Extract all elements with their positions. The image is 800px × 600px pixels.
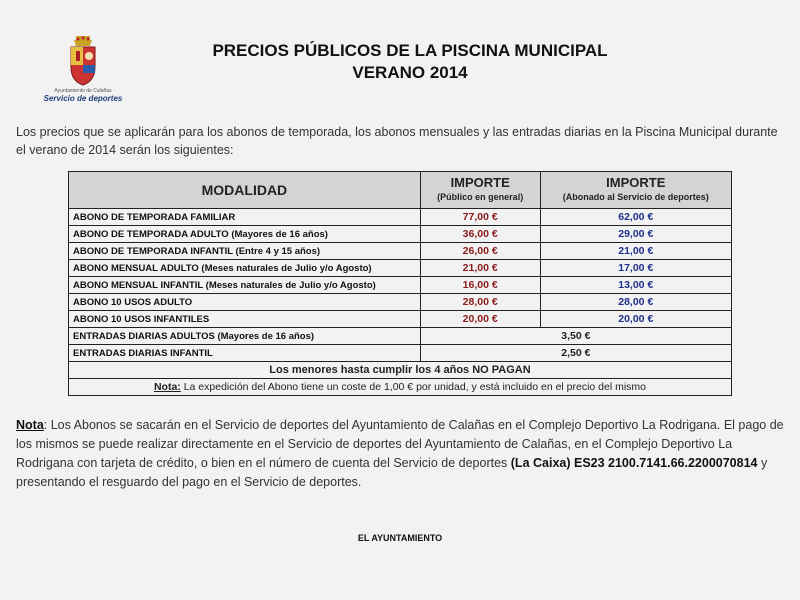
nota-text-2: y presentando el resguardo del pago en el Servicio de deportes. <box>16 456 768 489</box>
intro-paragraph: Los precios que se aplicarán para los abonos de temporada, los abonos mensuales y las entradas diarias en la Piscina Municipal durante el verano de 2014 serán los siguientes: <box>16 125 778 157</box>
footer-signature: EL AYUNTAMIENTO <box>357 533 443 543</box>
header-modalidad: MODALIDAD <box>69 172 421 209</box>
free-note: Los menores hasta cumplir los 4 años NO PAGAN <box>69 362 732 379</box>
row-price-general: 28,00 € <box>420 294 540 311</box>
row-price-general: 20,00 € <box>420 311 540 328</box>
title-line-1: PRECIOS PÚBLICOS DE LA PISCINA MUNICIPAL <box>212 41 608 60</box>
abono-note-row <box>69 379 732 396</box>
row-label: ABONO 10 USOS ADULTO <box>69 294 421 311</box>
abono-note-label: Nota: <box>153 381 181 393</box>
row-price-single: 3,50 € <box>420 328 731 345</box>
row-price-abonado: 62,00 € <box>540 209 731 226</box>
row-label: ABONO MENSUAL ADULTO (Meses naturales de Julio y/o Agosto) <box>69 260 421 277</box>
table-row <box>69 226 732 243</box>
page-title <box>130 40 690 84</box>
row-label: ABONO 10 USOS INFANTILES <box>69 311 421 328</box>
row-price-general: 26,00 € <box>420 243 540 260</box>
nota-bank-account: (La Caixa) ES23 2100.7141.66.2200070814 <box>510 456 758 470</box>
price-table <box>68 171 732 396</box>
row-price-abonado: 17,00 € <box>540 260 731 277</box>
row-label: ENTRADAS DIARIAS INFANTIL <box>69 345 421 362</box>
row-label: ENTRADAS DIARIAS ADULTOS (Mayores de 16 años) <box>69 328 421 345</box>
logo-caption: Ayuntamiento de Calañas <box>54 88 112 94</box>
header-importe-general-title: IMPORTE <box>450 175 510 190</box>
table-row <box>69 209 732 226</box>
table-row <box>69 311 732 328</box>
table-row <box>69 277 732 294</box>
coat-of-arms-icon <box>66 36 100 86</box>
row-price-single: 2,50 € <box>420 345 731 362</box>
table-header-row <box>69 172 732 209</box>
header-importe-abonado-title: IMPORTE <box>606 175 666 190</box>
free-note-row <box>69 362 732 379</box>
logo-title: Servicio de deportes <box>43 94 123 103</box>
row-price-general: 36,00 € <box>420 226 540 243</box>
row-price-abonado: 13,00 € <box>540 277 731 294</box>
abono-note-text: La expedición del Abono tiene un coste de 1,00 € por unidad, y está incluido en el precio del mismo <box>180 381 647 393</box>
row-label: ABONO MENSUAL INFANTIL (Meses naturales de Julio y/o Agosto) <box>69 277 421 294</box>
table-row <box>69 243 732 260</box>
nota-text-1: : Los Abonos se sacarán en el Servicio de deportes del Ayuntamiento de Calañas en el Complejo Deportivo La Rodrigana. El pago de los mismos se puede realizar directamente en el Servicio de deportes del Ayuntamiento de Calañas, en el Complejo Deportivo La Rodrigana con tarjeta de crédito, o bien en el número de cuenta del Servicio de deportes <box>16 418 784 470</box>
row-price-general: 21,00 € <box>420 260 540 277</box>
row-label: ABONO DE TEMPORADA FAMILIAR <box>69 209 421 226</box>
table-row-merged <box>69 328 732 345</box>
table-row <box>69 294 732 311</box>
row-price-general: 16,00 € <box>420 277 540 294</box>
header-importe-abonado-sub: (Abonado al Servicio de deportes) <box>562 192 709 202</box>
title-line-2: VERANO 2014 <box>352 63 468 82</box>
abono-note <box>69 379 732 396</box>
table-row-merged <box>69 345 732 362</box>
logo <box>38 36 128 103</box>
row-label: ABONO DE TEMPORADA INFANTIL (Entre 4 y 15 años) <box>69 243 421 260</box>
header-importe-general-sub: (Público en general) <box>437 192 524 202</box>
row-price-general: 77,00 € <box>420 209 540 226</box>
row-price-abonado: 28,00 € <box>540 294 731 311</box>
row-price-abonado: 21,00 € <box>540 243 731 260</box>
header-importe-abonado <box>540 172 731 209</box>
header-importe-general <box>420 172 540 209</box>
nota-paragraph <box>16 416 786 492</box>
row-price-abonado: 20,00 € <box>540 311 731 328</box>
row-label: ABONO DE TEMPORADA ADULTO (Mayores de 16 años) <box>69 226 421 243</box>
row-price-abonado: 29,00 € <box>540 226 731 243</box>
table-row <box>69 260 732 277</box>
nota-label: Nota <box>16 418 44 432</box>
